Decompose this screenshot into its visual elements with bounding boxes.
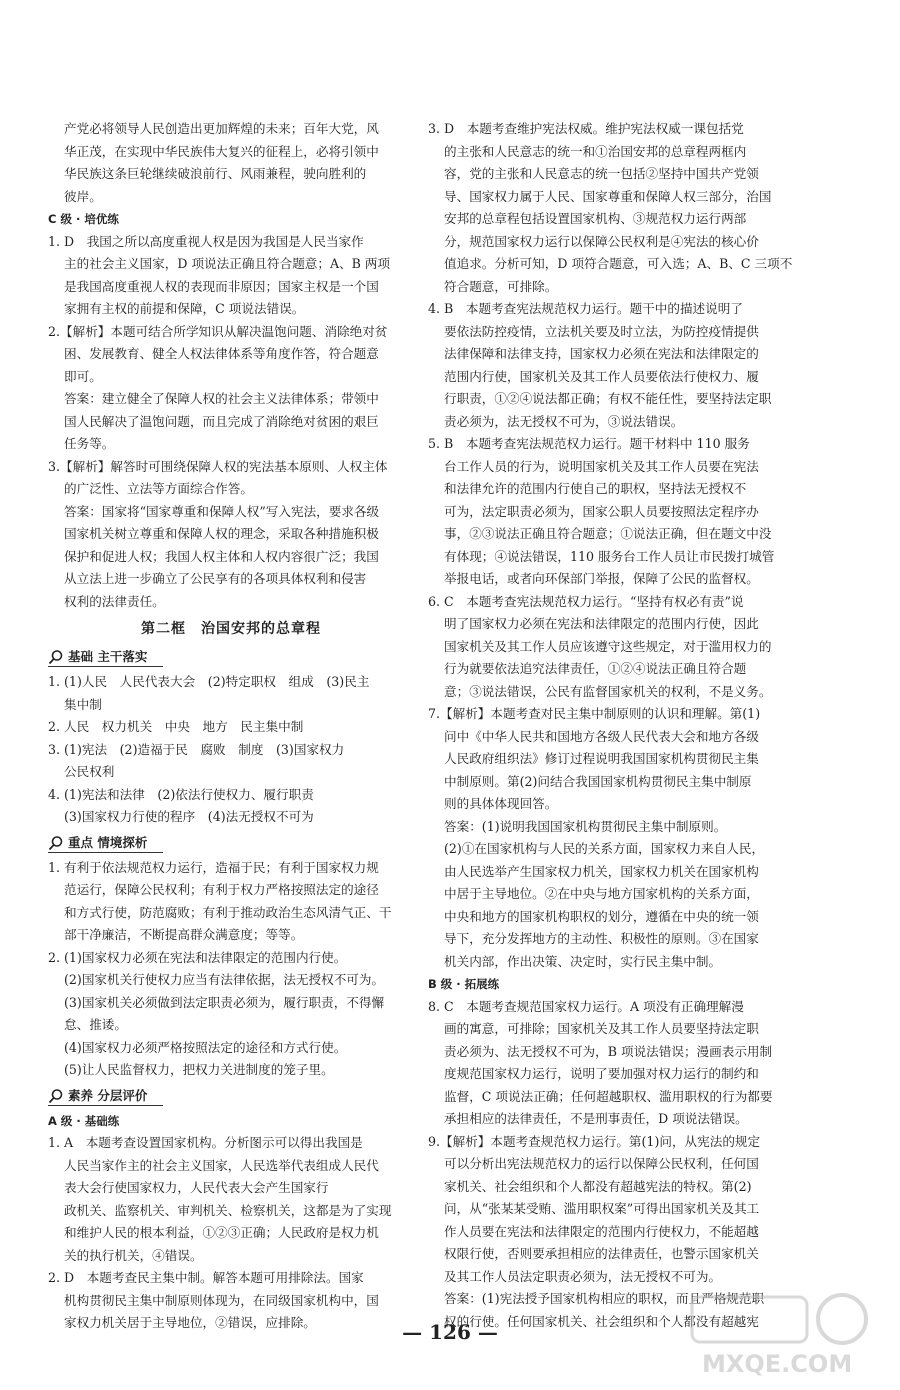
text-line: 2. 人民 权力机关 中央 地方 民主集中制 [48, 719, 304, 734]
text-line: 1. 有利于依法规范权力运行，造福于民；有利于国家权力规 [48, 859, 379, 875]
text-line: 4. B 本题考查宪法规范权力运行。题干中的描述说明了 [428, 301, 743, 316]
answer-c2 [48, 321, 414, 456]
level-heading: C 级 · 培优练 [48, 212, 119, 226]
key-answers [48, 857, 414, 1082]
section-title: 重点 情境探析 [68, 834, 148, 850]
text-line: 2. D 本题考查民主集中制。解答本题可用排除法。国家 [48, 1270, 364, 1285]
text-line: 和法律允许的范围内行使自己的职权，坚持法无授权不 [444, 481, 747, 496]
text-line: 即可。 [64, 368, 102, 384]
text-line: 8. C 本题考查规范国家权力运行。A 项没有正确理解漫 [428, 998, 744, 1014]
text-line: 问，从“张某某受贿、滥用职权案”可得出国家机关及其工 [444, 1201, 760, 1216]
text-line: 导下，充分发挥地方的主动性、积极性的原则。③在国家 [444, 931, 759, 946]
text-line: 家权力机关居于主导地位，②错误，应排除。 [64, 1315, 316, 1330]
text-line: 1. (1)人民 人民代表大会 (2)特定职权 组成 (3)民主 [48, 674, 370, 689]
text-line: 3.【解析】解答时可围绕保障人权的宪法基本原则、人权主体 [48, 458, 388, 474]
text-line: 表大会行使国家权力，人民代表大会产生国家行 [64, 1180, 329, 1195]
text-line: 答案：(1)说明我国国家机构贯彻民主集中制原则。 [444, 818, 727, 834]
text-line: 集中制 [64, 696, 102, 712]
text-line: 责必须为、法无授权不可为，B 项说法错误；漫画表示用制 [444, 1043, 773, 1059]
text-line: 范围内行使，国家机关及其工作人员要依法行使权力、履 [444, 368, 759, 384]
text-line: 机构贯彻民主集中制原则体现为，在同级国家机构中，国 [64, 1292, 379, 1308]
right-column [428, 118, 810, 1333]
text-line: 明了国家权力必须在宪法和法律限定的范围内行使，因此 [444, 616, 759, 631]
left-column [48, 118, 414, 1335]
text-line: 家机关、社会组织和个人都没有超越宪法的特权。第(2) [444, 1178, 752, 1194]
text-line: 产党必将领导人民创造出更加辉煌的未来；百年大党，风 [64, 121, 379, 136]
base-answers [48, 671, 414, 829]
text-line: 台工作人员的行为，说明国家机关及其工作人员要在宪法 [444, 458, 759, 474]
watermark-text: MXQE.COM [702, 1350, 853, 1378]
magnifier-icon [48, 649, 64, 665]
section-heading [48, 831, 414, 855]
text-line: (2)①在国家机构与人民的关系方面，国家权力来自人民， [444, 841, 765, 856]
answer-r7 [428, 703, 810, 973]
text-line: (3)国家机关必须做到法定职责必须为，履行职责，不得懈 [64, 994, 385, 1010]
text-line: 从立法上进一步确立了公民享有的各项具体权利和侵害 [64, 571, 367, 586]
text-line: 困、发展教育、健全人权法律体系等角度作答，符合题意 [64, 346, 379, 361]
text-line: 画的寓意，可排除；国家机关及其工作人员要坚持法定职 [444, 1021, 759, 1036]
intro-paragraph [48, 118, 414, 208]
text-line: 要依法防控疫情，立法机关要及时立法，为防控疫情提供 [444, 323, 759, 339]
text-line: 2. (1)国家权力必须在宪法和法律限定的范围内行使。 [48, 949, 347, 965]
text-line: 9.【解析】本题考查规范权力运行。第(1)问，从宪法的规定 [428, 1133, 761, 1149]
text-line: 可以分析出宪法规范权力的运行以保障公民权利，任何国 [444, 1156, 759, 1171]
text-line: 权利的法律责任。 [64, 593, 165, 609]
level-heading: A 级 · 基础练 [48, 1113, 120, 1128]
text-line: (4)国家权力必须严格按照法定的途径和方式行使。 [64, 1039, 347, 1055]
text-line: 国人民解决了温饱问题，而且完成了消除绝对贫困的艰巨 [64, 413, 379, 429]
text-line: 容，党的主张和人民意志的统一包括②坚持中国共产党领 [444, 166, 759, 181]
text-line: 5. B 本题考查宪法规范权力运行。题干材料中 110 服务 [428, 436, 750, 451]
text-line: 的主张和人民意志的统一和①治国安邦的总章程两框内 [444, 143, 747, 159]
text-line: 可为，法定职责必须为，国家公职人员要按照法定程序办 [444, 503, 759, 519]
text-line: 是我国高度重视人权的表现而非原因；国家主权是一个国 [64, 278, 379, 294]
text-line: 范运行，保障公民权利；有利于权力严格按照法定的途径 [64, 882, 379, 897]
text-line: 4. (1)宪法和法律 (2)依法行使权力、履行职责 [48, 786, 314, 802]
text-line: 7.【解析】本题考查对民主集中制原则的认识和理解。第(1) [428, 706, 761, 721]
text-line: 权的行使。任何国家机关、社会组织和个人都没有超越宪 [444, 1313, 759, 1329]
text-line: 安邦的总章程包括设置国家机构、③规范权力运行两部 [444, 211, 747, 226]
text-line: 责必须为，法无授权不可为，③说法错误。 [444, 413, 684, 429]
answer-r6 [428, 591, 810, 704]
text-line: (3)国家权力行使的程序 (4)法无授权不可为 [64, 809, 314, 824]
text-line: 和维护人民的根本利益，①②③正确；人民政府是权力机 [64, 1225, 379, 1240]
text-line: 部干净廉洁，不断提高群众满意度；等等。 [64, 927, 304, 942]
text-line: (2)国家机关行使权力应当有法律依据，法无授权不可为。 [64, 972, 385, 987]
text-line: 监督，C 项说法正确；任何超越职权、滥用职权的行为都要 [444, 1088, 773, 1104]
text-line: (5)让人民监督权力，把权力关进制度的笼子里。 [64, 1062, 334, 1077]
text-line: 和方式行使，防范腐败；有利于推动政治生态风清气正、干 [64, 904, 392, 920]
text-line: 及其工作人员法定职责必须为，法无授权不可为。 [444, 1268, 722, 1284]
text-line: 度规范国家权力运行，说明了要加强对权力运行的制约和 [444, 1066, 759, 1081]
text-line: 华民族这条巨轮继续破浪前行、风雨兼程，驶向胜利的 [64, 166, 367, 181]
text-line: 6. C 本题考查宪法规范权力运行。“坚持有权必有责”说 [428, 593, 744, 609]
section-title: 素养 分层评价 [68, 1087, 148, 1103]
text-line: 任务等。 [64, 436, 115, 451]
text-line: 的广泛性、立法等方面综合作答。 [64, 481, 253, 496]
level-heading: B 级 · 拓展练 [428, 977, 500, 991]
text-line: 值追求。分析可知，D 项符合题意，可入选；A、B、C 三项不 [444, 256, 793, 271]
text-line: 机关内部，作出决策、决定时，实行民主集中制。 [444, 953, 722, 969]
text-line: 有体现；④说法错误，110 服务台工作人员让市民拨打城管 [444, 548, 775, 564]
text-line: 答案：国家将“国家尊重和保障人权”写入宪法，要求各级 [64, 503, 380, 519]
text-line: 3. (1)宪法 (2)造福于民 腐败 制度 (3)国家权力 [48, 741, 345, 757]
text-line: 则的具体体现回答。 [444, 796, 558, 811]
text-line: 问中《中华人民共和国地方各级人民代表大会和地方各级 [444, 728, 759, 744]
text-line: 3. D 本题考查维护宪法权威。维护宪法权威一课包括党 [428, 121, 744, 136]
text-line: 事，②③说法正确且符合题意；①说法正确，但在题文中没 [444, 526, 772, 541]
text-line: 答案：建立健全了保障人权的社会主义法律体系；带领中 [64, 391, 379, 406]
answer-c3 [48, 456, 414, 614]
text-line: 华正茂，在实现中华民族伟大复兴的征程上，必将引领中 [64, 143, 379, 159]
text-line: 行为就要依法追究法律责任，①②④说法正确且符合题 [444, 661, 747, 676]
answer-r8 [428, 996, 810, 1131]
text-line: 权限行使，否则要承担相应的法律责任，也警示国家机关 [444, 1246, 759, 1261]
frame-title: 第二框 治国安邦的总章程 [141, 621, 321, 637]
text-line: 意；③说法错误，公民有监督国家机关的权利，不是义务。 [444, 683, 772, 699]
answer-r5 [428, 433, 810, 591]
text-line: 家拥有主权的前提和保障，C 项说法错误。 [64, 301, 305, 316]
text-line: 举报电话，或者向环保部门举报，保障了公民的监督权。 [444, 571, 759, 586]
magnifier-icon [48, 835, 64, 851]
text-line: 1. A 本题考查设置国家机构。分析图示可以得出我国是 [48, 1135, 363, 1150]
text-line: 彼岸。 [64, 188, 102, 204]
text-line: 1. D 我国之所以高度重视人权是因为我国是人民当家作 [48, 233, 364, 249]
text-line: 公民权利 [64, 764, 115, 779]
text-line: 人民政府组织法》修订过程说明我国国家机构贯彻民主集 [444, 751, 759, 766]
magnifier-icon [48, 1088, 64, 1104]
text-line: 保护和促进人权；我国人权主体和人权内容很广泛；我国 [64, 548, 379, 564]
text-line: 作人员要在宪法和法律限定的范围内行使权力，不能超越 [444, 1223, 759, 1239]
text-line: 中居于主导地位。②在中央与地方国家机构的关系方面， [444, 886, 759, 901]
text-line: 关的执行机关，④错误。 [64, 1247, 203, 1263]
answer-a1 [48, 1132, 414, 1267]
text-line: 符合题意，可排除。 [444, 278, 558, 294]
text-line: 导、国家权力属于人民、国家尊重和保障人权三部分，治国 [444, 188, 772, 204]
text-line: 分，规范国家权力运行以保障公民权利是④宪法的核心价 [444, 233, 759, 249]
text-line: 承担相应的法律责任，不是刑事责任，D 项说法错误。 [444, 1111, 748, 1126]
text-line: 中制原则。第(2)问结合我国国家机构贯彻民主集中制原 [444, 773, 752, 789]
text-line: 法律保障和法律支持，国家权力必须在宪法和法律限定的 [444, 346, 759, 361]
text-line: 中央和地方的国家机构职权的划分，遵循在中央的统一领 [444, 908, 759, 924]
text-line: 主的社会主义国家，D 项说法正确且符合题意；A、B 两项 [64, 256, 391, 271]
text-line: 怠、推诿。 [64, 1017, 127, 1032]
answer-r4 [428, 298, 810, 433]
page-number: — 126 — [402, 1320, 498, 1344]
text-line: 政机关、监察机关、审判机关、检察机关，这都是为了实现 [64, 1202, 392, 1218]
text-line: 2.【解析】本题可结合所学知识从解决温饱问题、消除绝对贫 [48, 323, 388, 339]
answer-r3 [428, 118, 810, 298]
text-line: 由人民选举产生国家权力机关，国家权力机关在国家机构 [444, 863, 759, 879]
section-title: 基础 主干落实 [68, 649, 148, 664]
answer-c1 [48, 231, 414, 321]
section-heading [48, 645, 414, 669]
watermark-logo [682, 1287, 882, 1382]
text-line: 国家机关树立尊重和保障人权的理念，采取各种措施积极 [64, 526, 379, 541]
text-line: 行职责，①②④说法都正确；有权不能任性，要坚持法定职 [444, 391, 772, 406]
text-line: 国家机关及其工作人员应该遵守这些规定，对于滥用权力的 [444, 638, 772, 654]
text-line: 人民当家作主的社会主义国家，人民选举代表组成人民代 [64, 1157, 379, 1173]
section-heading [48, 1084, 414, 1108]
text-line: 答案：(1)宪法授予国家机构相应的职权，而且严格规范职 [444, 1291, 765, 1306]
